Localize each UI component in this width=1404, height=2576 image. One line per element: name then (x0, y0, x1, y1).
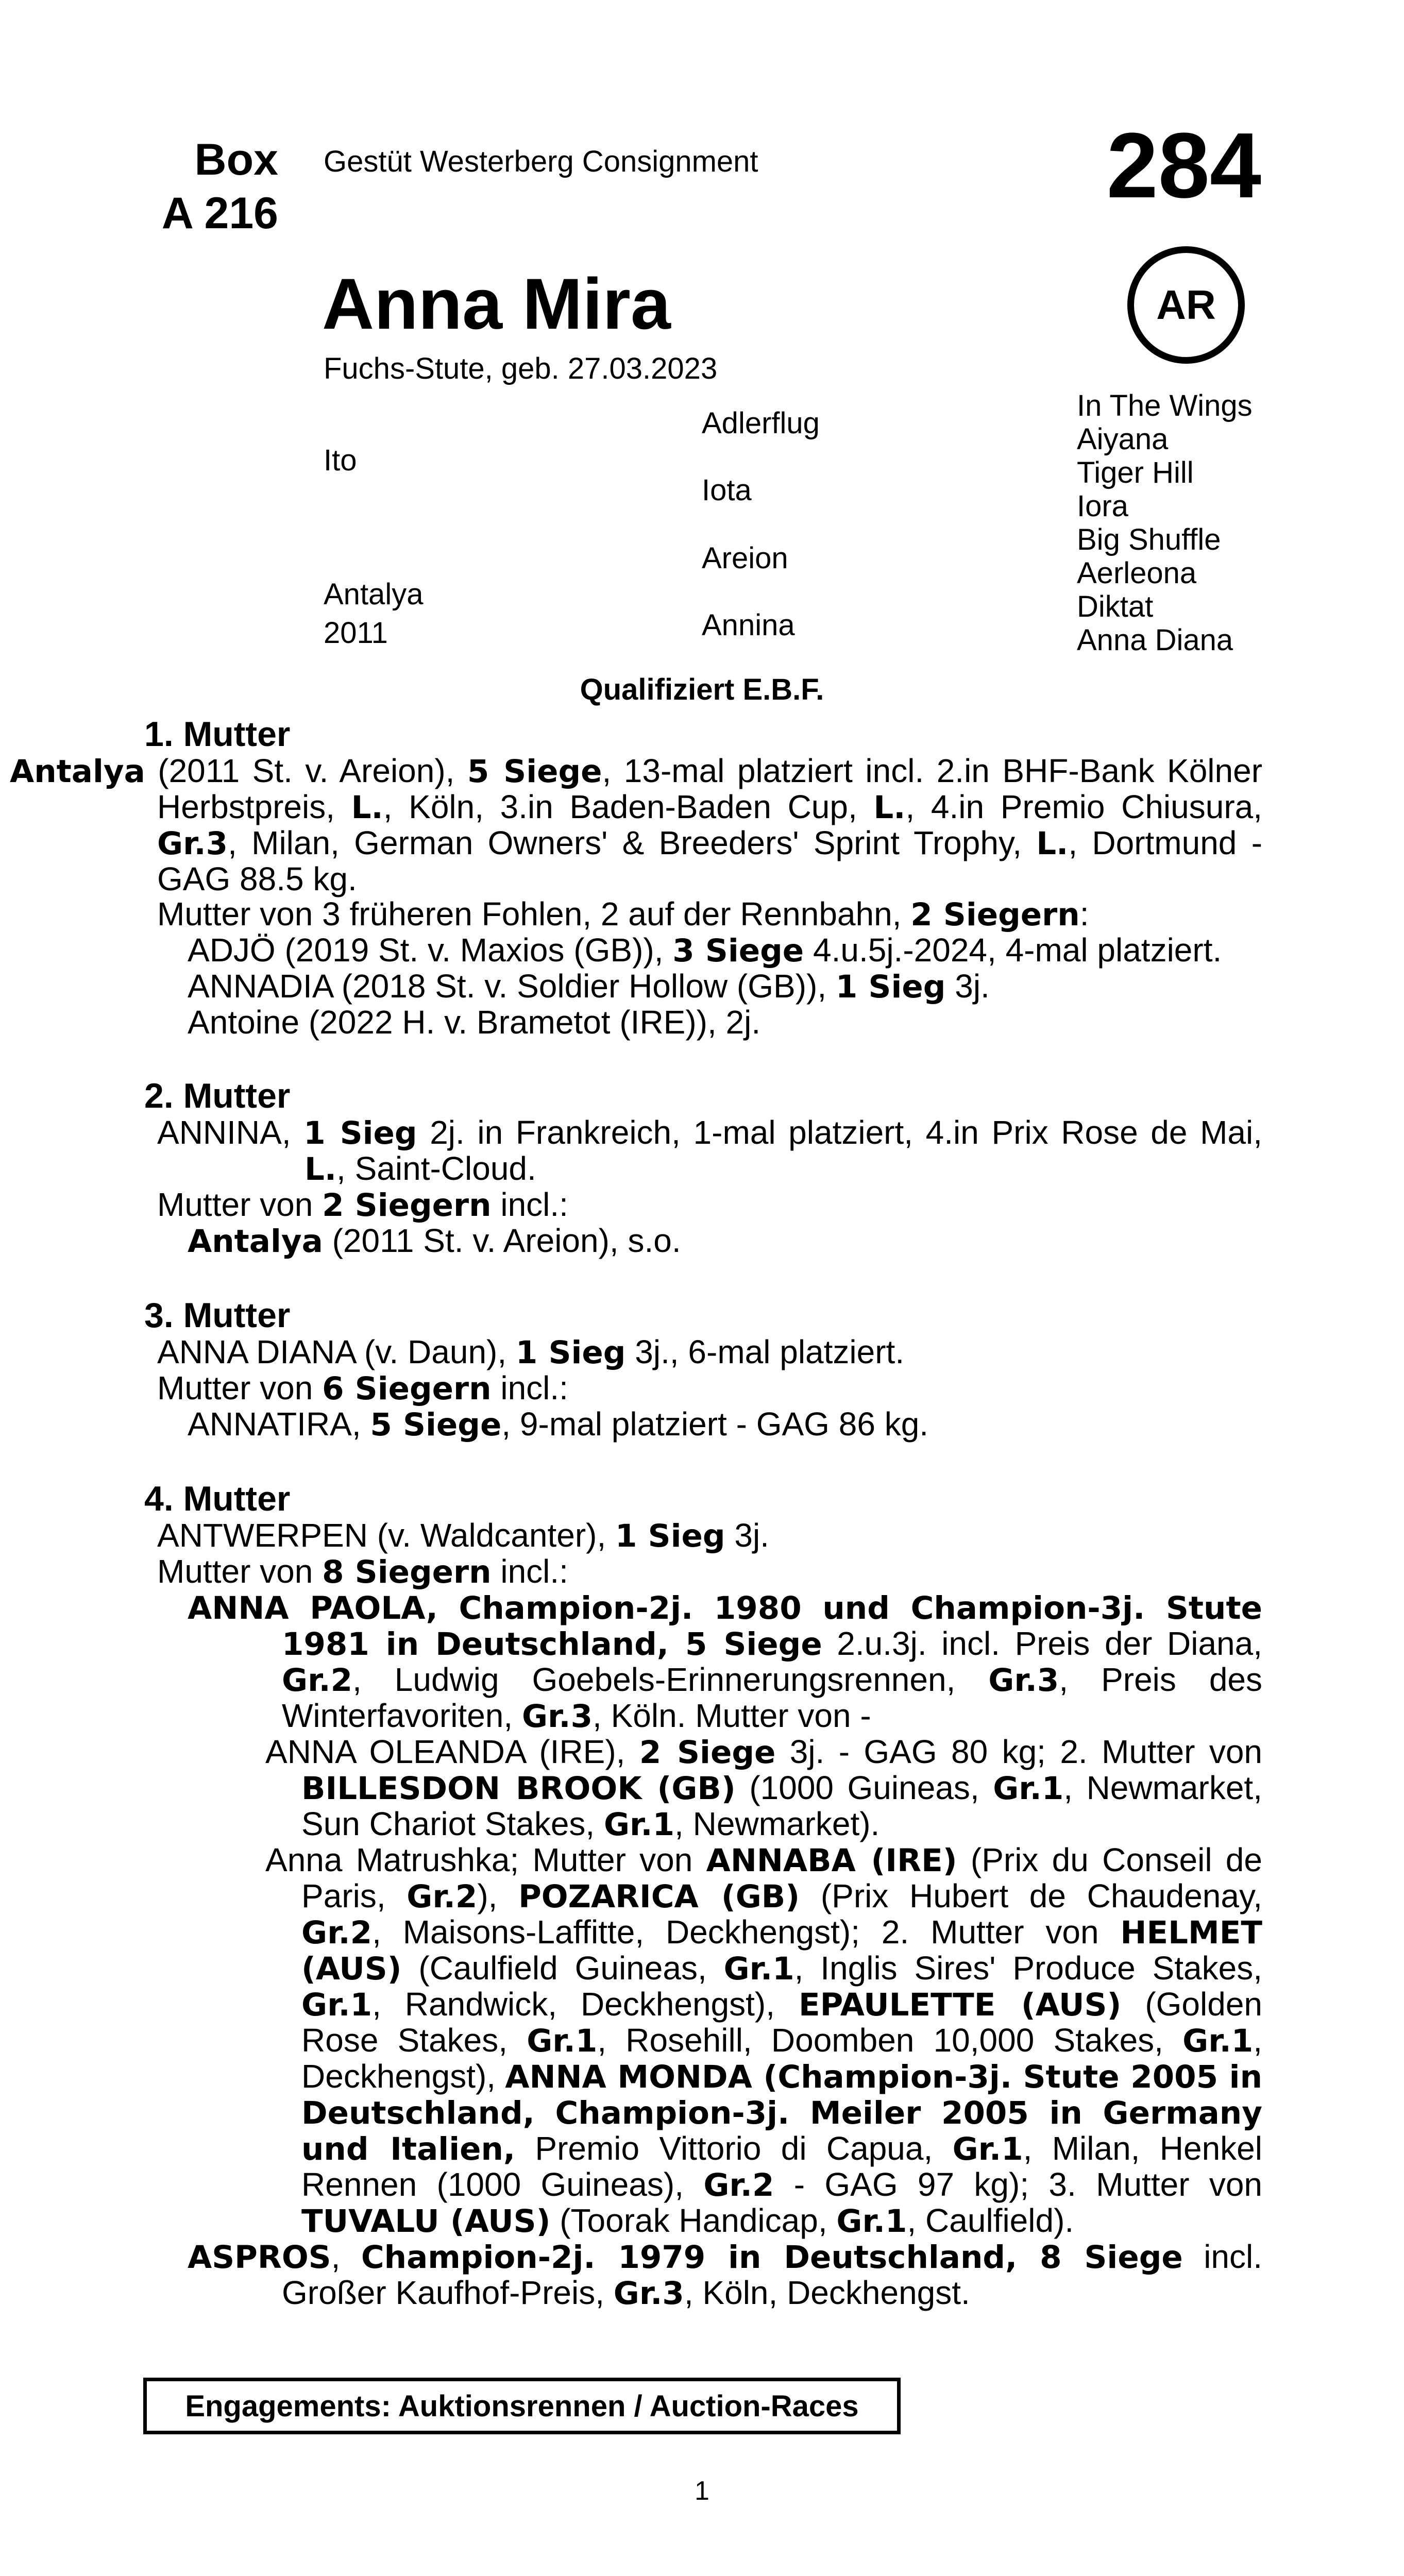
mutter1-heading: 1. Mutter (144, 715, 291, 754)
pedigree-great-grandparent: Anna Diana (1077, 623, 1233, 657)
pedigree-great-grandparent: Big Shuffle (1077, 523, 1221, 556)
mutter1-produce-summary: Mutter von 3 früheren Fohlen, 2 auf der Rennbahn, 2 Siegern: (157, 895, 1089, 933)
mutter3-foal: ANNATIRA, 5 Siege, 9-mal platziert - GAG 86 kg. (188, 1405, 929, 1443)
mutter4-record: ANTWERPEN (v. Waldcanter), 1 Sieg 3j. (157, 1517, 769, 1554)
mutter2-produce-summary: Mutter von 2 Siegern incl.: (157, 1186, 568, 1224)
box-label-line1: Box (194, 135, 278, 184)
horse-description: Fuchs-Stute, geb. 27.03.2023 (324, 352, 718, 385)
mutter4-heading: 4. Mutter (144, 1479, 291, 1518)
pedigree-great-grandparent: Tiger Hill (1077, 456, 1194, 489)
pedigree-great-grandparent: Diktat (1077, 590, 1154, 623)
pedigree-sire: Ito (324, 444, 357, 477)
pedigree-great-grandparent: Iora (1077, 489, 1128, 523)
mutter1-foal: Antoine (2022 H. v. Brametot (IRE)), 2j. (188, 1004, 761, 1041)
mutter4-descendant-anna-oleanda: ANNA OLEANDA (IRE), 2 Siege 3j. - GAG 80 kg; 2. Mutter von BILLESDON BROOK (GB) (1000 Guineas, Gr.1, Newmarket, Sun Chariot Stakes, Gr.1, Newmarket). (265, 1733, 1263, 1843)
box-label (149, 133, 278, 240)
mutter4-produce-summary: Mutter von 8 Siegern incl.: (157, 1553, 568, 1590)
lot-number: 284 (1106, 114, 1261, 217)
mutter4-descendant-anna-matrushka: Anna Matrushka; Mutter von ANNABA (IRE) (Prix du Conseil de Paris, Gr.2), POZARICA (GB) (Prix Hubert de Chaudenay, Gr.2, Maisons-Laffitte, Deckhengst); 2. Mutter von HELMET (AUS) (Caulfield Guineas, Gr.1, Inglis Sires' Produce Stakes, Gr.1, Randwick, Deckhengst), EPAULETTE (AUS) (Golden Rose Stakes, Gr.1, Rosehill, Doomben 10,000 Stakes, Gr.1, Deckhengst), ANNA MONDA (Champion-3j. Stute 2005 in Deutschland, Champion-3j. Meiler 2005 in Germany und Italien, Premio Vittorio di Capua, Gr.1, Milan, Henkel Rennen (1000 Guineas), Gr.2 - GAG 97 kg); 3. Mutter von TUVALU (AUS) (Toorak Handicap, Gr.1, Caulfield). (265, 1841, 1263, 2240)
pedigree-great-grandparent: Aiyana (1077, 422, 1169, 456)
pedigree-great-grandparent: Aerleona (1077, 556, 1197, 590)
mutter4-foal-anna-paola: ANNA PAOLA, Champion-2j. 1980 und Champion-3j. Stute 1981 in Deutschland, 5 Siege 2.u.3j. incl. Preis der Diana, Gr.2, Ludwig Goebels-Erinnerungsrennen, Gr.3, Preis des Winterfavoriten, Gr.3, Köln. Mutter von - (188, 1590, 1263, 1735)
pedigree-dam-year: 2011 (324, 616, 388, 650)
pedigree-great-grandparents (1077, 389, 1253, 657)
pedigree-dam: Antalya (324, 578, 424, 611)
mutter1-foal: ANNADIA (2018 St. v. Soldier Hollow (GB)), 1 Sieg 3j. (188, 968, 990, 1005)
pedigree-grandparent: Iota (702, 473, 752, 507)
ar-badge: AR (1127, 246, 1245, 364)
box-label-line2: A 216 (161, 189, 278, 238)
engagements-box: Engagements: Auktionsrennen / Auction-Races (143, 2378, 901, 2434)
mutter2-record: ANNINA, 1 Sieg 2j. in Frankreich, 1-mal platziert, 4.in Prix Rose de Mai, L., Saint-Cloud. (157, 1114, 1262, 1188)
qualification: Qualifiziert E.B.F. (580, 673, 824, 706)
page-number: 1 (695, 2476, 709, 2506)
mutter2-heading: 2. Mutter (144, 1076, 291, 1115)
pedigree-grandparent: Adlerflug (702, 406, 820, 440)
mutter3-heading: 3. Mutter (144, 1296, 291, 1335)
mutter1-dam-record: Antalya (2011 St. v. Areion), 5 Siege, 13-mal platziert incl. 2.in BHF-Bank Kölner Herbstpreis, L., Köln, 3.in Baden-Baden Cup, L., 4.in Premio Chiusura, Gr.3, Milan, German Owners' & Breeders' Sprint Trophy, L., Dortmund - GAG 88.5 kg. (10, 752, 1263, 897)
pedigree-grandparent: Annina (702, 608, 795, 642)
horse-name: Anna Mira (322, 263, 671, 344)
mutter3-record: ANNA DIANA (v. Daun), 1 Sieg 3j., 6-mal platziert. (157, 1333, 905, 1371)
mutter3-produce-summary: Mutter von 6 Siegern incl.: (157, 1369, 568, 1407)
mutter4-foal-aspros: ASPROS, Champion-2j. 1979 in Deutschland, 8 Siege incl. Großer Kaufhof-Preis, Gr.3, Köln, Deckhengst. (188, 2238, 1263, 2312)
family-text (10, 715, 1263, 2312)
pedigree-great-grandparent: In The Wings (1077, 389, 1253, 422)
mutter1-foal: ADJÖ (2019 St. v. Maxios (GB)), 3 Siege 4.u.5j.-2024, 4-mal platziert. (188, 931, 1222, 969)
mutter2-foal: Antalya (2011 St. v. Areion), s.o. (188, 1222, 681, 1260)
pedigree-grandparent: Areion (702, 541, 788, 575)
consignor: Gestüt Westerberg Consignment (324, 145, 758, 178)
